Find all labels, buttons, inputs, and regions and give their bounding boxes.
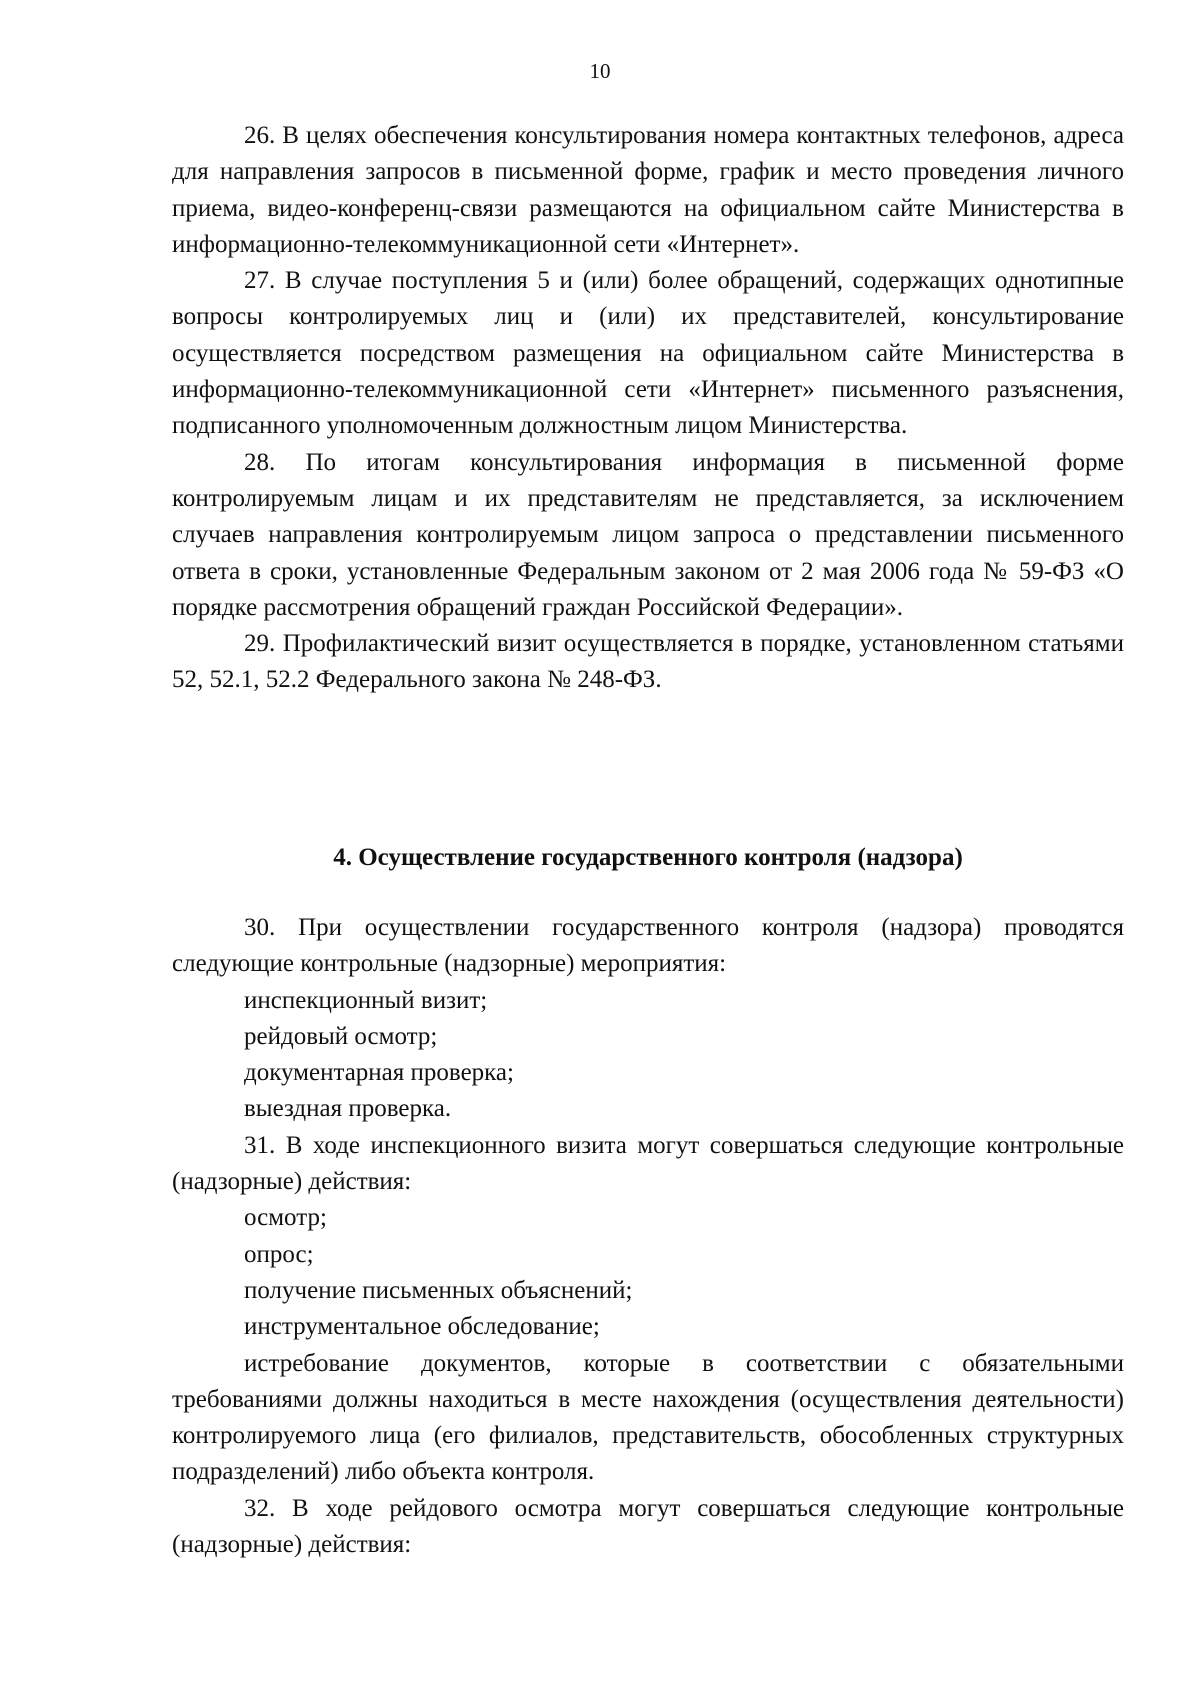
list-item: получение письменных объяснений;	[244, 1276, 633, 1304]
paragraphs-before-heading	[172, 118, 1124, 699]
paragraph-28: 28. По итогам консультирования информация в письменной форме контролируемым лицам и их представителям не представляется, за исключением случаев направления контролируемым лицом запроса о представлении письменного ответа в сроки, установленные Федеральным законом от 2 мая 2006 года № 59-ФЗ «О порядке рассмотрения обращений граждан Российской Федерации».	[172, 448, 1124, 621]
paragraph-26: 26. В целях обеспечения консультирования номера контактных телефонов, адреса для направления запросов в письменной форме, график и место проведения личного приема, видео-конференц-связи размещаются на официальном сайте Министерства в информационно-телекоммуникационной сети «Интернет».	[172, 122, 1124, 258]
list-item: инструментальное обследование;	[244, 1313, 600, 1341]
paragraph-27: 27. В случае поступления 5 и (или) более обращений, содержащих однотипные вопросы контролируемых лиц и (или) их представителей, консультирование осуществляется посредством размещения на официальном сайте Министерства в информационно-телекоммуникационной сети «Интернет» письменного разъяснения, подписанного уполномоченным должностным лицом Министерства.	[172, 267, 1124, 440]
list-item: осмотр;	[244, 1204, 327, 1232]
paragraph-30: 30. При осуществлении государственного контроля (надзора) проводятся следующие контрольные (надзорные) мероприятия:	[172, 914, 1124, 978]
section-heading: 4. Осуществление государственного контроля (надзора)	[333, 844, 963, 871]
section-heading-block	[172, 840, 1124, 876]
paragraph-31: 31. В ходе инспекционного визита могут совершаться следующие контрольные (надзорные) действия:	[172, 1131, 1124, 1196]
paragraphs-after-heading	[172, 910, 1124, 1563]
list-item: опрос;	[244, 1240, 314, 1268]
page-number: 10	[589, 59, 611, 83]
list-item: документарная проверка;	[244, 1059, 514, 1087]
list-item: инспекционный визит;	[244, 986, 488, 1014]
list-item: рейдовый осмотр;	[244, 1022, 438, 1050]
paragraph-32: 32. В ходе рейдового осмотра могут совершаться следующие контрольные (надзорные) действия:	[172, 1494, 1124, 1559]
paragraph-31-last-item: истребование документов, которые в соответствии с обязательными требованиями должны находиться в месте нахождения (осуществления деятельности) контролируемого лица (его филиалов, представительств, обособленных структурных подразделений) либо объекта контроля.	[172, 1349, 1124, 1486]
paragraph-29: 29. Профилактический визит осуществляется в порядке, установленном статьями 52, 52.1, 52.2 Федерального закона № 248-ФЗ.	[172, 630, 1124, 694]
list-item: выездная проверка.	[244, 1095, 452, 1123]
